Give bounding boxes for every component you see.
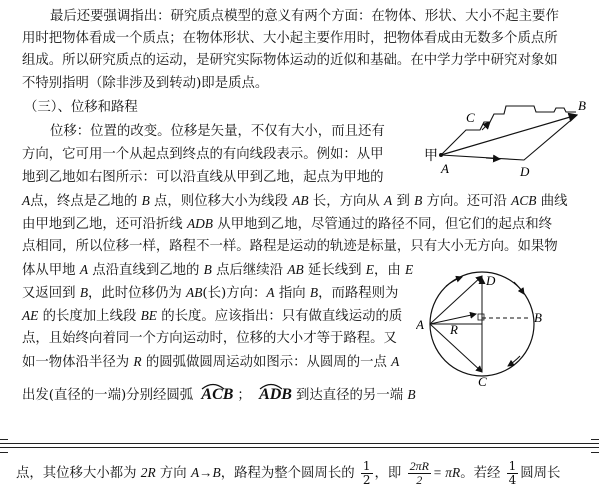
arc-arrow <box>446 277 462 286</box>
text: 方向。还可沿 <box>422 194 512 209</box>
symbol-e: E <box>404 262 414 277</box>
symbol-ae: AE <box>22 308 39 323</box>
equals-pi-r: = πR <box>432 465 461 480</box>
body-line <box>22 284 398 303</box>
curved-path-acb <box>441 106 576 155</box>
symbol-b: B <box>141 193 150 208</box>
arc-adb-symbol <box>259 386 292 404</box>
fraction-circumference <box>408 460 431 487</box>
label-d: D <box>486 273 496 288</box>
symbol-ab: AB <box>186 285 203 300</box>
label-b: B <box>534 310 542 325</box>
text: 圆周长 <box>520 466 561 481</box>
text: ，路程为整个圆周长的 <box>220 466 355 481</box>
text: 点，终点是乙地的 <box>30 194 142 209</box>
page-break-line <box>0 447 599 448</box>
section-heading: （三）、位移和路程 <box>24 100 138 115</box>
body-line <box>22 215 552 234</box>
text: 出发(直径的一端)分别经圆弧 <box>22 388 194 403</box>
text: ，此时位移仍为 <box>88 286 187 301</box>
symbol-b: B <box>203 262 212 277</box>
arc-label: ADB <box>259 386 292 403</box>
body-line: 点相同，所以位移一样，路程不一样。路程是运动的轨迹是标量，只有大小无方向。如果物 <box>22 239 558 254</box>
label-d: D <box>520 164 530 178</box>
text: 的圆弧做圆周运动如图示：从圆周的一点 <box>141 355 392 370</box>
body-line <box>22 386 416 405</box>
symbol-a: A <box>391 354 400 369</box>
symbol-a-to-b: A→B <box>190 465 221 480</box>
symbol-2r: 2R <box>140 465 156 480</box>
symbol-a: A <box>384 193 393 208</box>
label-c: C <box>466 110 475 125</box>
text: 指向 <box>274 286 310 301</box>
body-line: 位移：位置的改变。位移是矢量，不仅有大小，而且还有 <box>50 124 385 139</box>
paragraph-line: 组成。所以研究质点的运动，是研究实际物体运动的近似和基础。在中学力学中研究对象如 <box>22 53 558 68</box>
label-c: C <box>478 374 487 388</box>
body-line <box>22 353 399 372</box>
text: 到 <box>392 194 415 209</box>
text: 延长线到 <box>303 263 366 278</box>
page-break-marker <box>591 439 599 453</box>
paragraph-line: 不特别指明（除非涉及到转动)即是质点。 <box>22 76 269 91</box>
text: (长)方向： <box>202 286 267 301</box>
point-a <box>439 153 443 157</box>
fraction-numerator: 1 <box>362 459 371 473</box>
symbol-be: BE <box>140 308 157 323</box>
body-line <box>16 458 560 489</box>
arc-label: ACB <box>201 386 234 403</box>
symbol-b: B <box>407 387 416 402</box>
circle-diagram <box>416 268 548 388</box>
arc-arrow <box>514 282 524 294</box>
text: 点后继续沿 <box>211 263 288 278</box>
body-line: 方向，它可用一个从起点到终点的有向线段表示。例如：从甲 <box>22 147 384 162</box>
broken-path-adb <box>441 115 577 160</box>
text: 如一物体沿半径为 <box>22 355 134 370</box>
body-line <box>22 261 413 280</box>
symbol-a: A <box>79 262 89 277</box>
symbol-b: B <box>309 285 319 300</box>
symbol-a: A <box>266 285 275 300</box>
symbol-b: B <box>414 193 423 208</box>
text: 长，方向从 <box>308 194 385 209</box>
label-b: B <box>578 100 586 113</box>
text: ； <box>237 388 251 403</box>
fraction-quarter <box>507 460 519 487</box>
text: ，由 <box>373 263 405 278</box>
label-a: A <box>416 317 424 332</box>
fraction-denominator: 2 <box>362 473 371 487</box>
text: 曲线 <box>536 194 568 209</box>
fraction-numerator: 1 <box>508 459 517 473</box>
label-a: A <box>441 161 449 176</box>
body-line: 地到乙地如右图所示：可以沿直线从甲到乙地，起点为甲地的 <box>22 170 384 185</box>
symbol-ab: AB <box>287 262 304 277</box>
arc-acb-symbol <box>201 386 233 404</box>
text: 方向 <box>155 466 191 481</box>
symbol-b: B <box>79 285 89 300</box>
text: 。若经 <box>460 466 501 481</box>
fraction-denominator: 2 <box>416 473 423 487</box>
page-break-line <box>0 443 599 444</box>
label-jia: 甲 <box>424 149 438 164</box>
arc-mark-icon <box>259 382 283 390</box>
text: 又返回到 <box>22 286 80 301</box>
text: 点，其位移大小都为 <box>16 466 141 481</box>
text: 点沿直线到乙地的 <box>88 263 204 278</box>
right-angle-mark <box>478 314 484 320</box>
text: 从甲地到乙地，尽管通过的路径不同，但它们的起点和终 <box>212 217 553 232</box>
paragraph-line: 最后还要强调指出：研究质点模型的意义有两个方面：在物体、形状、大小不起主要作 <box>50 9 559 24</box>
symbol-ab: AB <box>292 193 309 208</box>
symbol-a: A <box>22 193 31 208</box>
text: ，而路程则为 <box>318 286 399 301</box>
fraction-numerator: 2πR <box>409 459 429 473</box>
arc-mark-icon <box>201 382 225 390</box>
paragraph-line: 用时把物体看成一个质点；在物体形状、大小起主要作用时，把物体看成由无数多个质点所 <box>22 31 558 46</box>
body-line <box>22 307 402 326</box>
text: 到达直径的另一端 <box>295 388 408 403</box>
fraction-denominator: 4 <box>508 473 517 487</box>
symbol-acb: ACB <box>511 193 537 208</box>
symbol-r: R <box>133 354 142 369</box>
body-line <box>22 192 568 211</box>
text: 体从甲地 <box>22 263 80 278</box>
text: 由甲地到乙地，还可沿折线 <box>22 217 187 232</box>
symbol-e: E <box>365 262 374 277</box>
fraction-half <box>361 460 373 487</box>
page-break-marker <box>0 439 8 453</box>
symbol-adb: ADB <box>186 216 213 231</box>
path-diagram <box>424 100 586 178</box>
label-r: R <box>450 322 458 337</box>
text: ，即 <box>374 466 402 481</box>
text: 点，则位移大小为线段 <box>149 194 293 209</box>
text: 的长度加上线段 <box>38 309 141 324</box>
text: 的长度。应该指出：只有做直线运动的质 <box>156 309 403 324</box>
chord-ad <box>430 276 482 324</box>
body-line: 点，且始终向着同一个方向运动时，位移的大小才等于路程。又 <box>22 331 397 346</box>
